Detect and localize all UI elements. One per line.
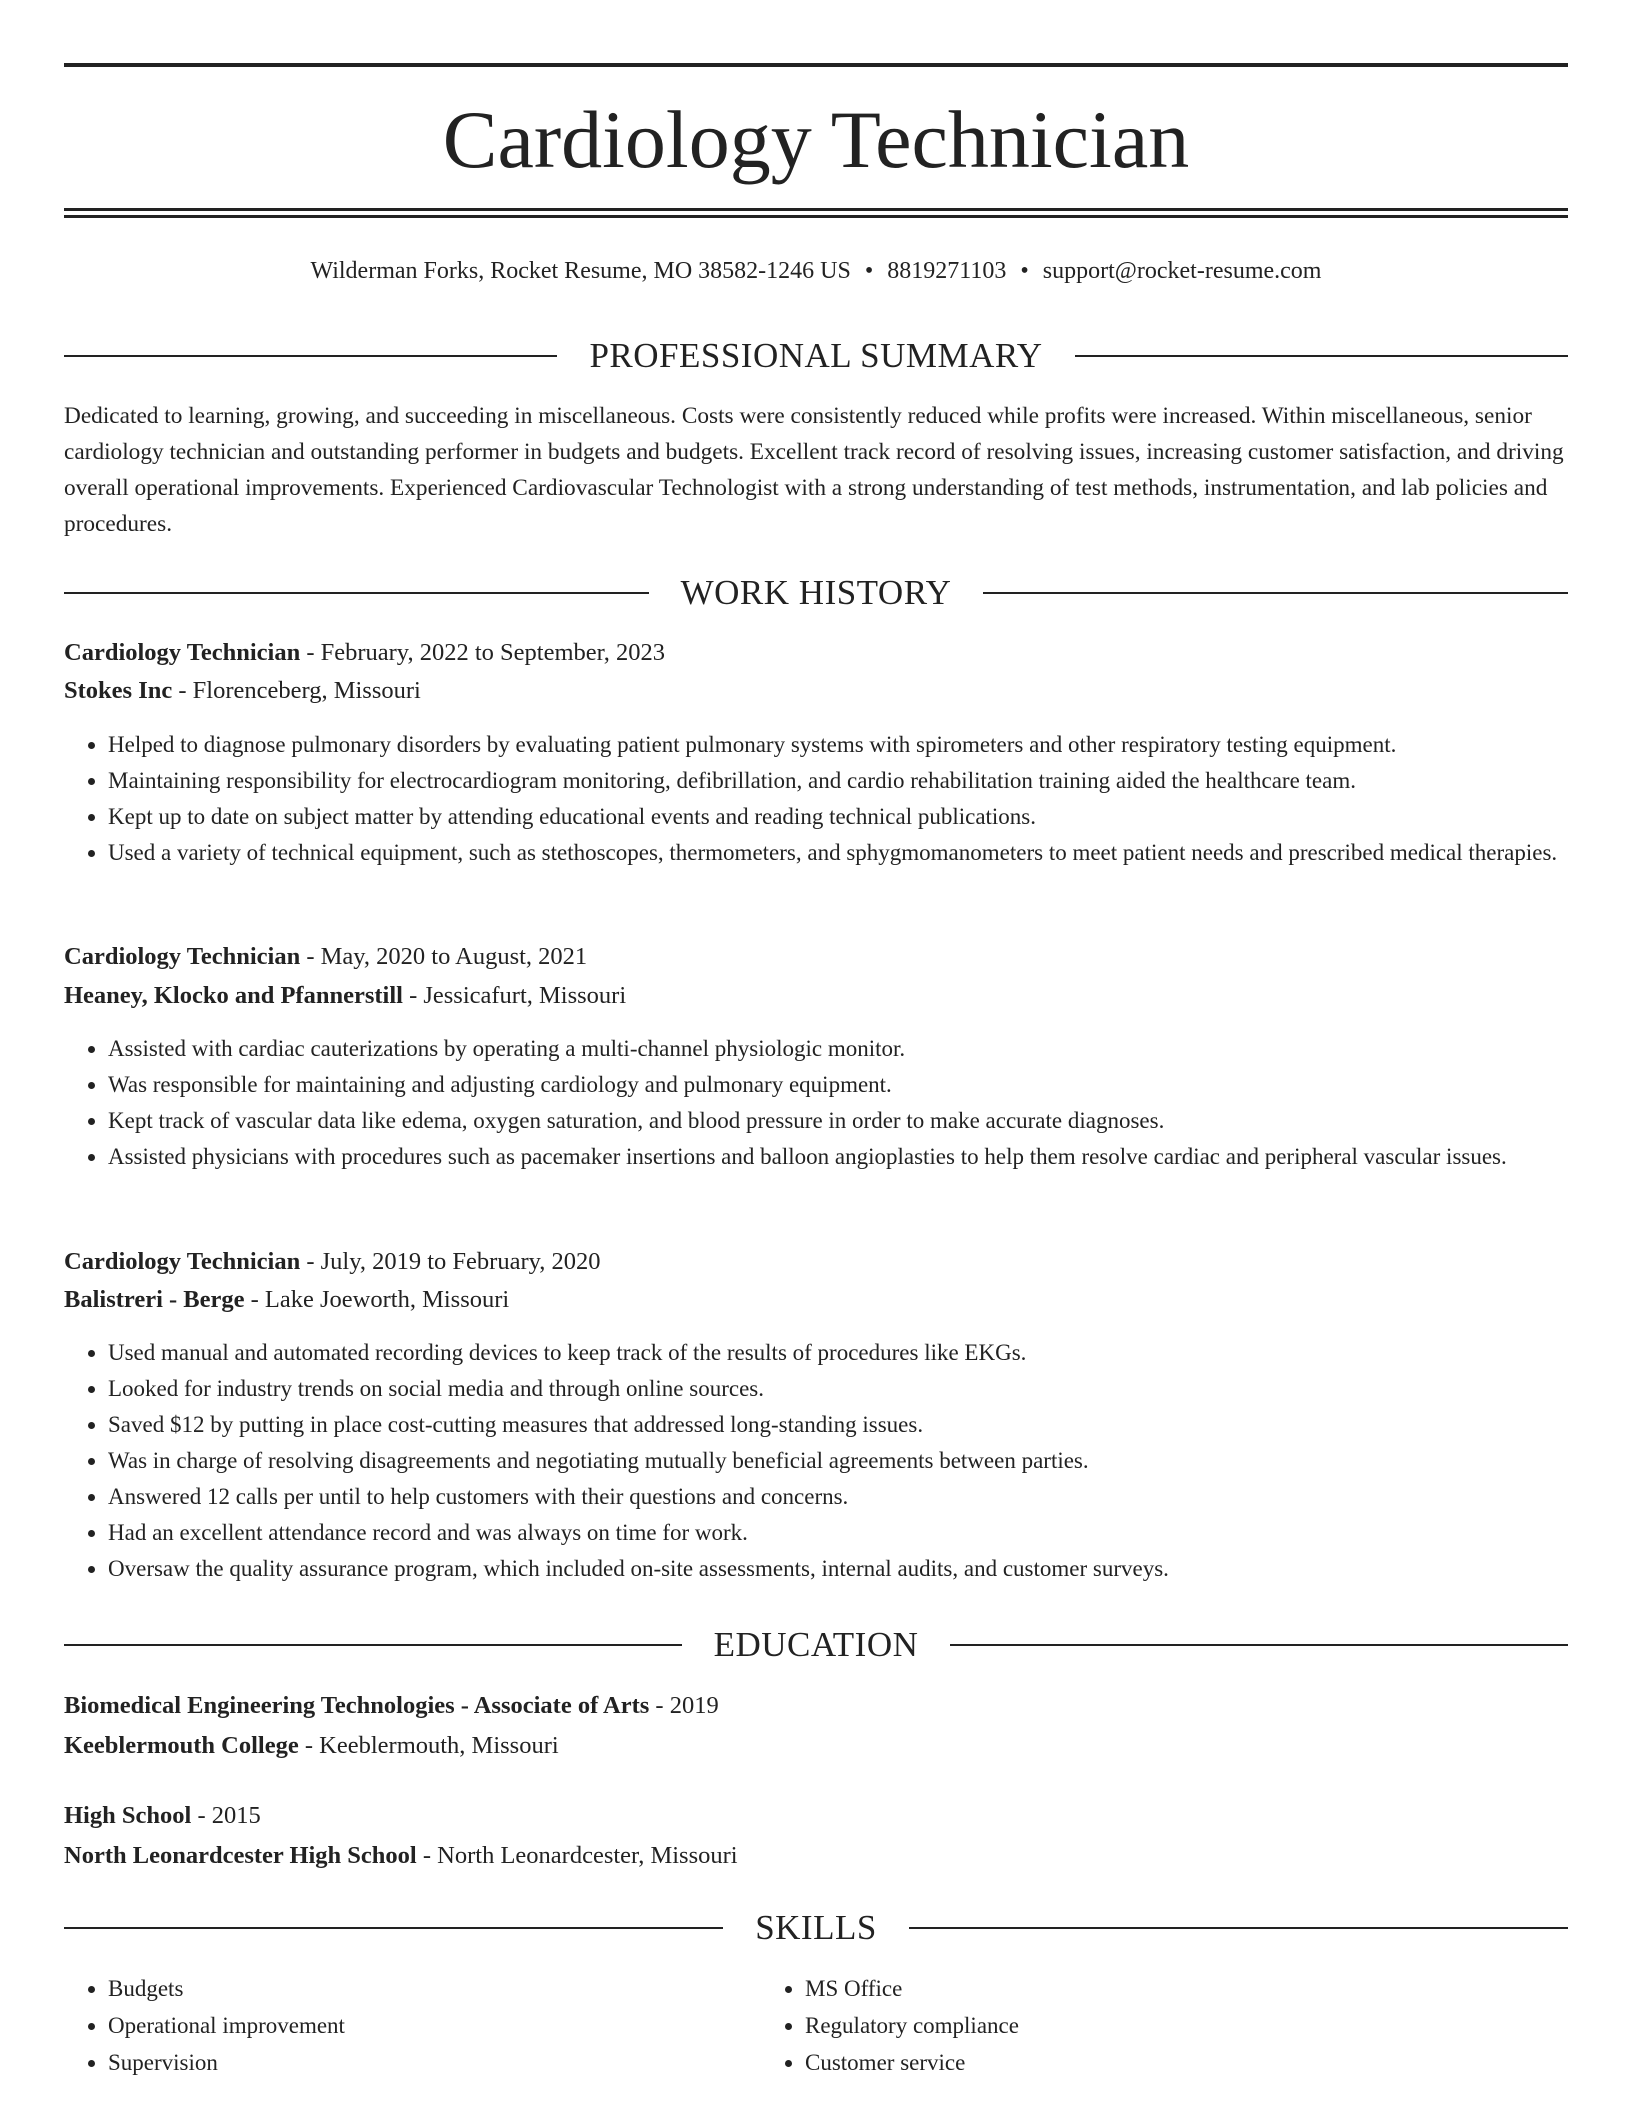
skills-heading: [64, 1906, 1568, 1950]
list-item: • Had an excellent attendance record and was always on time for work.: [108, 1515, 1568, 1551]
contact-line: [64, 254, 1568, 288]
skill-item: • Operational improvement: [108, 2007, 761, 2044]
list-item: • Used a variety of technical equipment, such as stethoscopes, thermometers, and sphygmomanometers to meet patient needs and prescribed medical therapies.: [108, 835, 1568, 871]
skills-column-left: [64, 1970, 761, 2081]
contact-separator: •: [864, 258, 874, 284]
list-item: • Helped to diagnose pulmonary disorders by evaluating patient pulmonary systems with spirometers and other respiratory testing equipment.: [108, 727, 1568, 763]
job-dates: - May, 2020 to August, 2021: [300, 943, 588, 970]
education-school-line: [64, 1727, 1568, 1765]
job-company-line: [64, 672, 1568, 710]
work-history-heading-text: WORK HISTORY: [680, 573, 952, 612]
list-item: • Answered 12 calls per until to help customers with their questions and concerns.: [108, 1479, 1568, 1515]
job-company: Heaney, Klocko and Pfannerstill: [64, 982, 403, 1009]
summary-heading: [64, 334, 1568, 378]
skills-column-right: [761, 1970, 1458, 2081]
list-item: • Saved $12 by putting in place cost-cutting measures that addressed long-standing issues.: [108, 1407, 1568, 1443]
list-item: • Maintaining responsibility for electrocardiogram monitoring, defibrillation, and cardio rehabilitation training aided the healthcare team.: [108, 763, 1568, 799]
education-school: Keeblermouth College: [64, 1732, 299, 1759]
double-rule-upper: [64, 208, 1568, 211]
skills-list: [64, 1970, 1568, 2081]
heading-rule-right: [1075, 355, 1568, 357]
summary-heading-text: PROFESSIONAL SUMMARY: [589, 336, 1043, 375]
heading-rule-left: [64, 355, 557, 357]
job-location: - Jessicafurt, Missouri: [402, 982, 627, 1009]
job-location: - Lake Joeworth, Missouri: [244, 1286, 510, 1313]
skill-item: • Regulatory compliance: [805, 2007, 1458, 2044]
job-title-line: [64, 938, 1568, 976]
job-title: Cardiology Technician: [64, 1248, 301, 1275]
work-history-heading: [64, 571, 1568, 615]
list-item: • Was in charge of resolving disagreements and negotiating mutually beneficial agreements between parties.: [108, 1443, 1568, 1479]
heading-rule-right: [950, 1644, 1568, 1646]
job-title-line: [64, 634, 1568, 672]
job-title-line: [64, 1243, 1568, 1281]
skill-item: • Budgets: [108, 1970, 761, 2007]
contact-phone: 8819271103: [887, 258, 1007, 284]
skills-heading-text: SKILLS: [755, 1908, 877, 1947]
job-bullets: [64, 727, 1568, 871]
job-company-line: [64, 1281, 1568, 1319]
list-item: • Oversaw the quality assurance program, which included on-site assessments, internal audits, and customer surveys.: [108, 1551, 1568, 1587]
education-year: - 2019: [649, 1692, 719, 1719]
double-rule-lower: [64, 215, 1568, 218]
job-company-line: [64, 977, 1568, 1015]
skill-item: • MS Office: [805, 1970, 1458, 2007]
job-dates: - February, 2022 to September, 2023: [300, 639, 666, 666]
education-degree-line: [64, 1687, 1568, 1725]
job-title: Cardiology Technician: [64, 639, 301, 666]
job-company: Stokes Inc: [64, 677, 173, 704]
job-bullets: [64, 1335, 1568, 1587]
heading-rule-left: [64, 592, 649, 594]
list-item: • Was responsible for maintaining and adjusting cardiology and pulmonary equipment.: [108, 1067, 1568, 1103]
contact-address: Wilderman Forks, Rocket Resume, MO 38582-1246 US: [310, 258, 851, 284]
list-item: • Kept up to date on subject matter by attending educational events and reading technical publications.: [108, 799, 1568, 835]
heading-rule-left: [64, 1927, 723, 1929]
education-degree: High School: [64, 1802, 192, 1829]
heading-rule-right: [909, 1927, 1568, 1929]
contact-separator: •: [1020, 258, 1029, 284]
summary-text: Dedicated to learning, growing, and succeeding in miscellaneous. Costs were consistently reduced while profits were increased. Within miscellaneous, senior cardiology technician and outstanding performer in budgets and budgets. Excellent track record of resolving issues, increasing customer satisfaction, and driving overall operational improvements. Experienced Cardiovascular Technologist with a strong understanding of test methods, instrumentation, and lab policies and procedures.: [64, 403, 1564, 537]
job-location: - Florenceberg, Missouri: [172, 677, 421, 704]
education-location: - North Leonardcester, Missouri: [416, 1842, 738, 1869]
job-title: Cardiology Technician: [64, 943, 301, 970]
education-degree: Biomedical Engineering Technologies - Associate of Arts: [64, 1692, 650, 1719]
skill-item: • Supervision: [108, 2044, 761, 2081]
education-school-line: [64, 1837, 1568, 1875]
job-dates: - July, 2019 to February, 2020: [300, 1248, 601, 1275]
heading-rule-right: [983, 592, 1568, 594]
candidate-name: Cardiology Technician: [442, 94, 1190, 185]
contact-email: support@rocket-resume.com: [1042, 258, 1322, 284]
list-item: • Kept track of vascular data like edema, oxygen saturation, and blood pressure in order to make accurate diagnoses.: [108, 1103, 1568, 1139]
education-heading: [64, 1623, 1568, 1667]
skill-item: • Customer service: [805, 2044, 1458, 2081]
top-rule: [64, 63, 1568, 67]
list-item: • Assisted physicians with procedures such as pacemaker insertions and balloon angioplasties to help them resolve cardiac and peripheral vascular issues.: [108, 1139, 1568, 1175]
education-heading-text: EDUCATION: [713, 1625, 919, 1664]
list-item: • Looked for industry trends on social media and through online sources.: [108, 1371, 1568, 1407]
education-location: - Keeblermouth, Missouri: [298, 1732, 559, 1759]
job-company: Balistreri - Berge: [64, 1286, 245, 1313]
list-item: • Assisted with cardiac cauterizations by operating a multi-channel physiologic monitor.: [108, 1031, 1568, 1067]
job-bullets: [64, 1031, 1568, 1175]
education-year: - 2015: [191, 1802, 261, 1829]
education-school: North Leonardcester High School: [64, 1842, 417, 1869]
heading-rule-left: [64, 1644, 682, 1646]
education-degree-line: [64, 1797, 1568, 1835]
list-item: • Used manual and automated recording devices to keep track of the results of procedures like EKGs.: [108, 1335, 1568, 1371]
